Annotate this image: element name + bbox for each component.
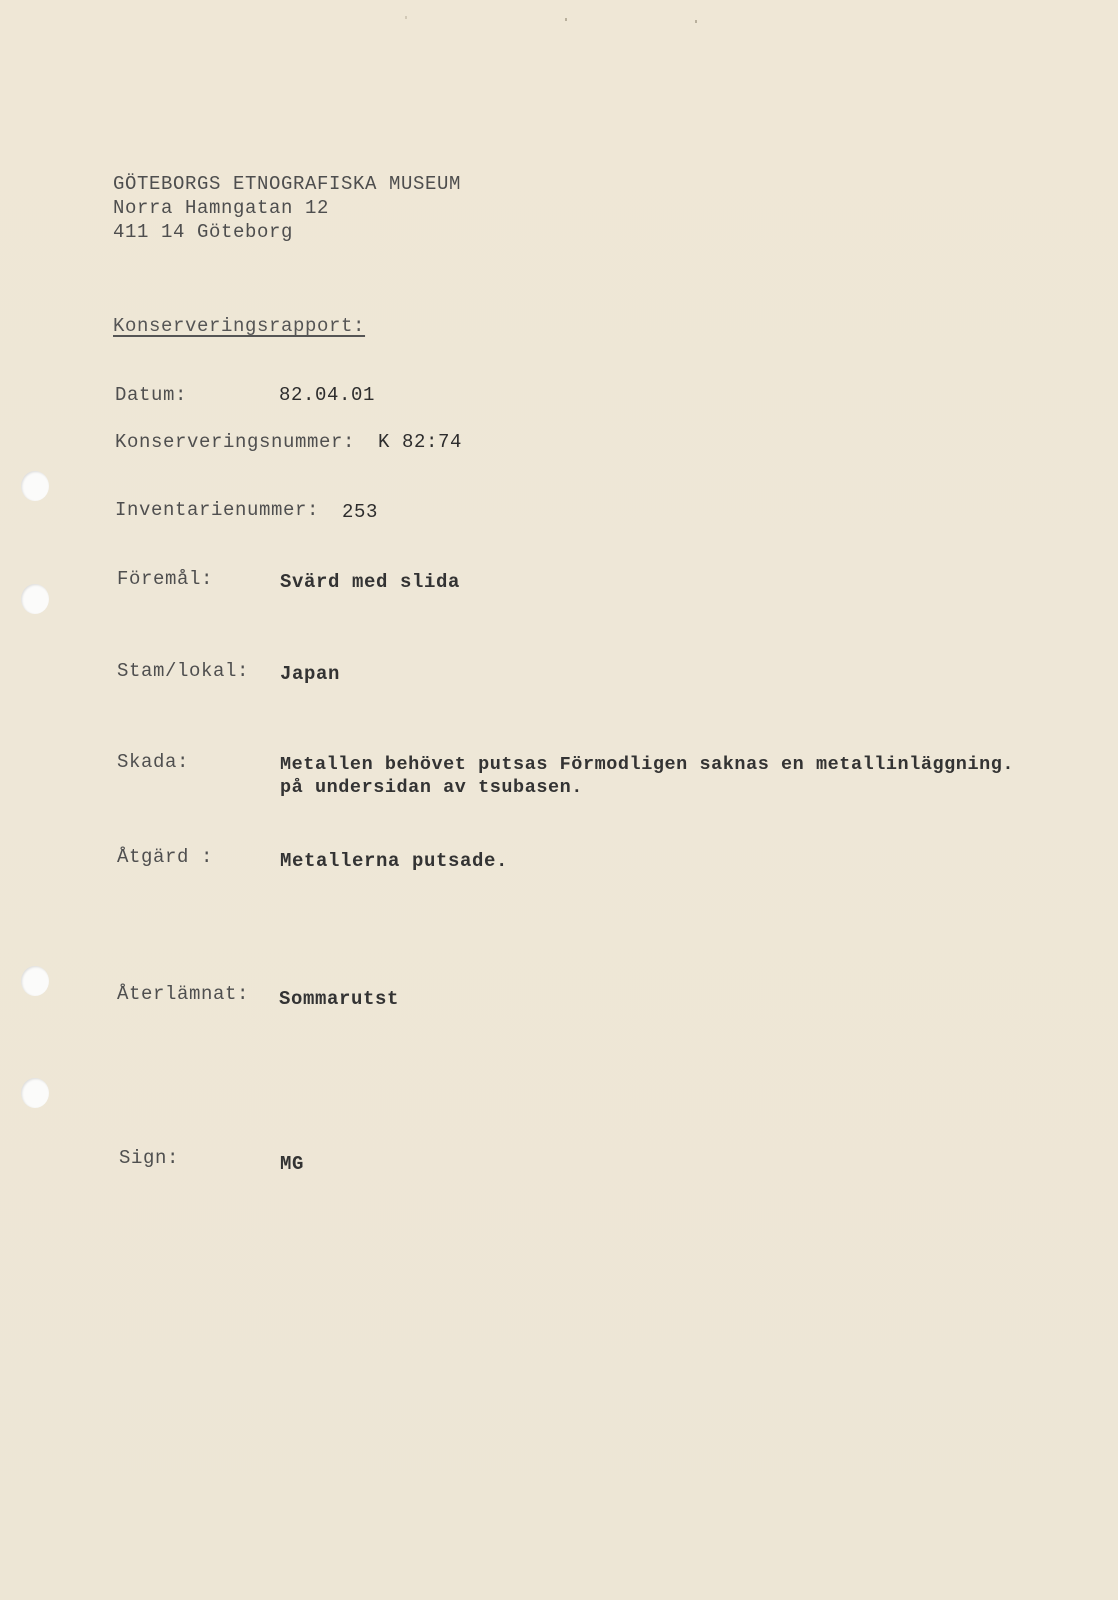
aterlamnat-label: Återlämnat:	[117, 983, 250, 1005]
skada-label: Skada:	[117, 751, 190, 773]
konserveringsnummer-value: K 82:74	[378, 431, 463, 453]
museum-street: Norra Hamngatan 12	[113, 197, 330, 219]
paper-mark	[405, 16, 407, 19]
stam-lokal-label: Stam/lokal:	[117, 660, 250, 682]
punch-hole-1	[21, 471, 49, 501]
atgard-value: Metallerna putsade.	[280, 850, 509, 872]
foremal-value: Svärd med slida	[280, 571, 461, 593]
stam-lokal-value: Japan	[280, 663, 341, 685]
sign-value: MG	[280, 1153, 305, 1175]
punch-hole-4	[21, 1078, 49, 1108]
datum-label: Datum:	[115, 384, 188, 406]
punch-hole-2	[21, 584, 49, 614]
konserveringsnummer-label: Konserveringsnummer:	[115, 431, 356, 453]
skada-value-line2: på undersidan av tsubasen.	[280, 777, 583, 798]
skada-value-line1: Metallen behövet putsas Förmodligen saknas en metallinläggning.	[280, 754, 1015, 775]
inventarienummer-label: Inventarienummer:	[115, 499, 320, 521]
paper-mark	[565, 18, 567, 21]
report-title: Konserveringsrapport:	[113, 315, 366, 337]
punch-hole-3	[21, 966, 49, 996]
datum-value: 82.04.01	[279, 384, 376, 406]
museum-city: 411 14 Göteborg	[113, 221, 294, 243]
inventarienummer-value: 253	[342, 501, 379, 523]
atgard-label: Åtgärd :	[117, 846, 214, 868]
foremal-label: Föremål:	[117, 568, 214, 590]
paper-mark	[695, 20, 697, 23]
museum-name: GÖTEBORGS ETNOGRAFISKA MUSEUM	[113, 173, 462, 195]
sign-label: Sign:	[119, 1147, 180, 1169]
aterlamnat-value: Sommarutst	[279, 988, 400, 1010]
